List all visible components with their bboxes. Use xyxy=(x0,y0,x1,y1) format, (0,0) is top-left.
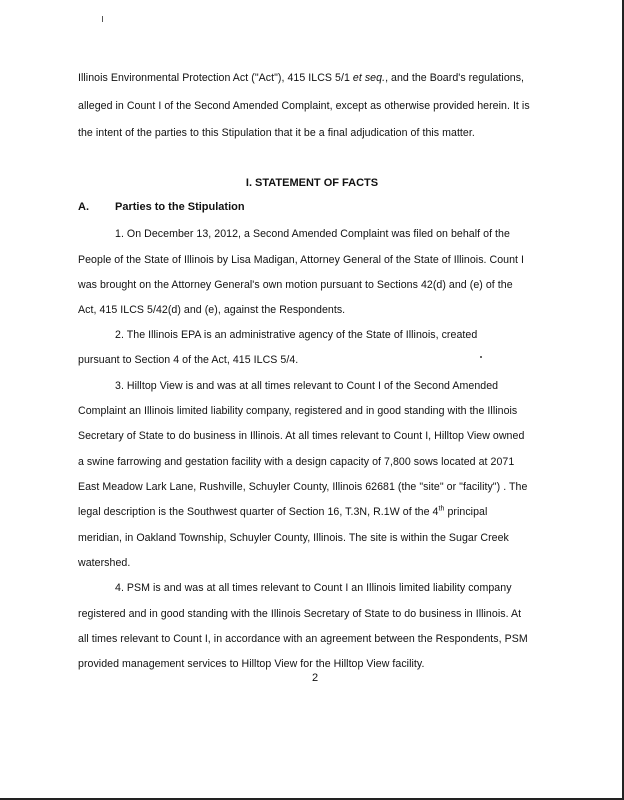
p4-line-3: all times relevant to Count I, in accordance with an agreement between the Respondents, PSM xyxy=(78,633,528,645)
intro-line-2: alleged in Count I of the Second Amended Complaint, except as otherwise provided herein. It is xyxy=(78,100,530,112)
intro-line-1b: , and the Board's regulations, xyxy=(385,72,525,84)
p4-line-2: registered and in good standing with the Illinois Secretary of State to do business in Illinois. At xyxy=(78,608,522,620)
p1-line-4: Act, 415 ILCS 5/42(d) and (e), against the Respondents. xyxy=(78,304,346,316)
intro-line-1a: Illinois Environmental Protection Act ("Act"), 415 ILCS 5/1 xyxy=(78,72,353,84)
p3-line-5: East Meadow Lark Lane, Rushville, Schuyler County, Illinois 62681 (the "site" or "facility") . The xyxy=(78,481,528,493)
p3-line-6a: legal description is the Southwest quarter of Section 16, T.3N, R.1W of the 4 xyxy=(78,506,439,518)
p3-line-1: 3. Hilltop View is and was at all times relevant to Count I of the Second Amended xyxy=(115,380,499,392)
scan-mark xyxy=(102,16,103,22)
intro-line-1 xyxy=(78,71,524,85)
p3-line-6 xyxy=(78,505,487,519)
p1-line-1: 1. On December 13, 2012, a Second Amended Complaint was filed on behalf of the xyxy=(115,228,510,240)
subsection-letter: A. xyxy=(78,201,89,213)
p2-line-1: 2. The Illinois EPA is an administrative agency of the State of Illinois, created xyxy=(115,329,478,341)
p2-line-2: pursuant to Section 4 of the Act, 415 ILCS 5/4. xyxy=(78,354,299,366)
scan-speck xyxy=(480,356,482,358)
p3-line-8: watershed. xyxy=(78,557,131,569)
page-number: 2 xyxy=(311,672,319,684)
p1-line-2: People of the State of Illinois by Lisa Madigan, Attorney General of the State of Illinois. Count I xyxy=(78,254,525,266)
p3-line-6b: principal xyxy=(444,506,488,518)
p3-line-7: meridian, in Oakland Township, Schuyler County, Illinois. The site is within the Sugar Creek xyxy=(78,532,509,544)
p1-line-3: was brought on the Attorney General's own motion pursuant to Sections 42(d) and (e) of the xyxy=(78,279,513,291)
p3-line-3: Secretary of State to do business in Illinois. At all times relevant to Count I, Hilltop View owned xyxy=(78,430,525,442)
p3-line-2: Complaint an Illinois limited liability company, registered and in good standing with the Illinois xyxy=(78,405,518,417)
intro-line-3: the intent of the parties to this Stipulation that it be a final adjudication of this matter. xyxy=(78,127,475,139)
superscript-th: th xyxy=(438,505,445,513)
p4-line-1: 4. PSM is and was at all times relevant to Count I an Illinois limited liability company xyxy=(115,582,512,594)
p3-line-4: a swine farrowing and gestation facility with a design capacity of 7,800 sows located at 2071 xyxy=(78,456,515,468)
section-heading: I. STATEMENT OF FACTS xyxy=(245,177,379,189)
p4-line-4: provided management services to Hilltop View for the Hilltop View facility. xyxy=(78,658,425,670)
subsection-title: Parties to the Stipulation xyxy=(115,201,245,213)
intro-line-1-italic: et seq. xyxy=(352,72,386,84)
